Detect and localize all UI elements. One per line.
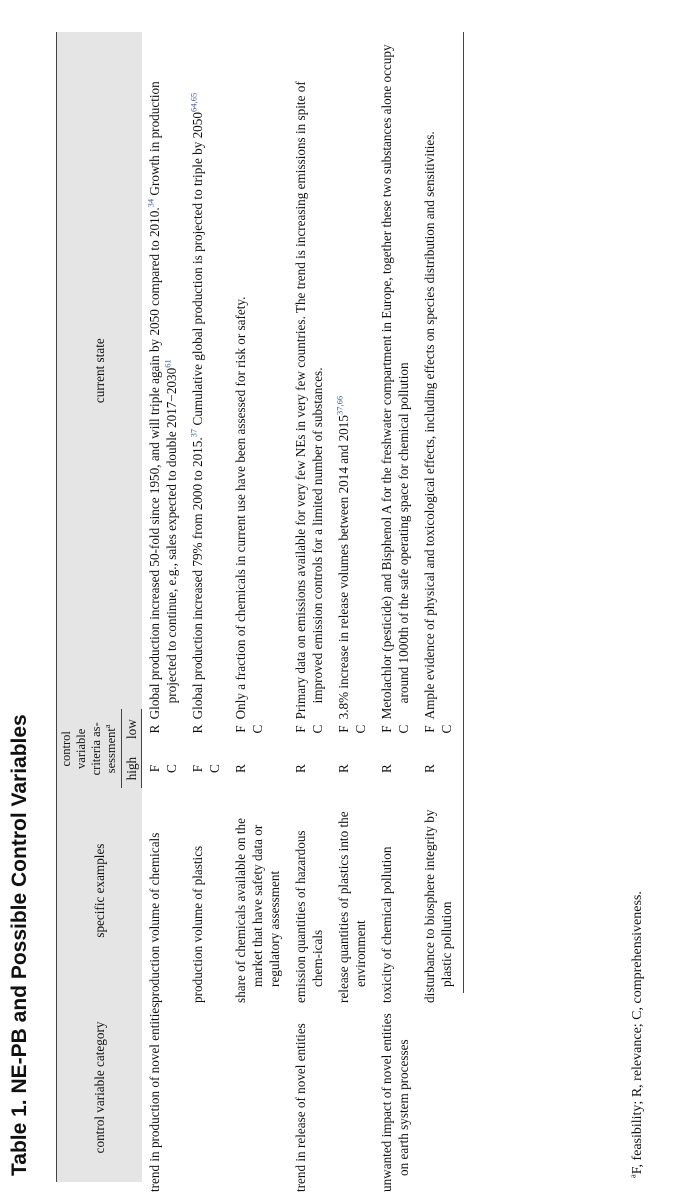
reference-marker: 37: [188, 428, 199, 438]
criteria-value: R: [233, 764, 248, 773]
state-cell: [331, 32, 374, 720]
criteria-value: C: [250, 724, 265, 734]
criteria-value: C: [439, 724, 454, 734]
example-cell: production volume of plastics: [190, 845, 205, 1003]
criteria-value: R: [190, 724, 205, 734]
criteria-high-cell: [288, 749, 331, 788]
reference-marker: 37,66: [334, 395, 345, 416]
header-examples: specific examples: [57, 788, 142, 993]
criteria-value: F: [147, 764, 162, 773]
state-text: Global production increased 50-fold since 1950, and will triple again by 2050 compared to 2010.: [146, 207, 162, 720]
criteria-high-cell: [228, 749, 288, 788]
criteria-value: F: [190, 764, 205, 773]
header-low: low: [122, 709, 142, 748]
category-cell: unwanted impact of novel entities on earth system processes: [379, 1013, 411, 1192]
reference-marker: 34: [145, 198, 156, 208]
category-cell: trend in production of novel entities: [146, 1002, 162, 1192]
criteria-value: F: [422, 725, 437, 733]
example-cell: share of chemicals available on the market that have safety data or regulatory assessment: [233, 818, 282, 1003]
criteria-value: C: [396, 724, 411, 734]
example-cell: emission quantities of hazardous chem-icals: [293, 830, 325, 1003]
criteria-value: C: [207, 764, 222, 773]
example-cell: disturbance to biosphere integrity by plastic pollution: [417, 788, 464, 993]
header-criteria-text: control variable criteria as-sessment: [59, 722, 118, 776]
example-cell: toxicity of chemical pollution: [379, 846, 394, 1003]
criteria-value: C: [310, 724, 325, 734]
state-text-continued: Cumulative global production is projected to triple by 2050: [190, 112, 205, 429]
criteria-value: R: [336, 764, 351, 773]
example-cell: release quantities of plastics into the environment: [336, 811, 368, 1003]
criteria-value: R: [422, 764, 437, 773]
header-state: current state: [57, 32, 142, 709]
header-criteria: [57, 709, 122, 788]
reference-marker: 64,65: [188, 92, 199, 113]
criteria-high-cell: [331, 749, 374, 788]
table-row: [374, 32, 417, 1182]
state-cell: Only a fraction of chemicals in current use have been assessed for risk or safety.: [233, 296, 248, 720]
criteria-value: R: [293, 764, 308, 773]
criteria-value: F: [379, 725, 394, 733]
state-cell: Ample evidence of physical and toxicological effects, including effects on species distribution and sensitivities.: [417, 32, 464, 709]
table-footnote: [627, 28, 646, 1178]
footnote-mark: a: [627, 1174, 638, 1178]
criteria-high-cell: [374, 749, 417, 788]
footnote-text: F, feasibility; R, relevance; C, comprehensiveness.: [630, 891, 645, 1175]
example-cell: production volume of chemicals: [146, 832, 162, 1003]
criteria-value: F: [336, 725, 351, 733]
state-cell: Primary data on emissions available for very few NEs in very few countries. The trend is increasing emissions in spite of improved emission controls for a limited number of substances.: [293, 81, 325, 720]
criteria-high-cell: [185, 749, 228, 788]
state-cell: [142, 32, 186, 720]
state-text: 3.8% increase in release volumes between 2014 and 2015: [336, 415, 351, 720]
criteria-value: R: [147, 724, 162, 734]
criteria-high-cell: [417, 749, 464, 788]
header-criteria-note: a: [101, 724, 112, 729]
state-text: Global production increased 79% from 2000 to 2015.: [190, 437, 205, 720]
criteria-high-cell: [142, 749, 186, 788]
state-cell: [185, 32, 228, 720]
criteria-value: C: [164, 764, 179, 773]
reference-marker: 61: [162, 359, 173, 368]
criteria-value: F: [293, 725, 308, 733]
table-row: [142, 32, 186, 1182]
criteria-value: F: [233, 725, 248, 733]
state-text-continued: Growth in production projected to continue, e.g., sales expected to double 2017−2030: [146, 81, 179, 704]
control-variables-table: [56, 32, 464, 1192]
table-title: Table 1. NE-PB and Possible Control Variables: [8, 714, 31, 1176]
state-cell: Metolachlor (pesticide) and Bisphenol A for the freshwater compartment in Europe, together these two substances alone occupy around 1000th of the safe operating space for chemical pollution: [379, 44, 411, 720]
table-row: [288, 32, 331, 1182]
criteria-value: C: [353, 724, 368, 734]
category-cell: trend in release of novel entities: [293, 1023, 308, 1192]
header-high: high: [122, 749, 142, 788]
criteria-value: R: [379, 764, 394, 773]
header-category: control variable category: [57, 993, 142, 1182]
